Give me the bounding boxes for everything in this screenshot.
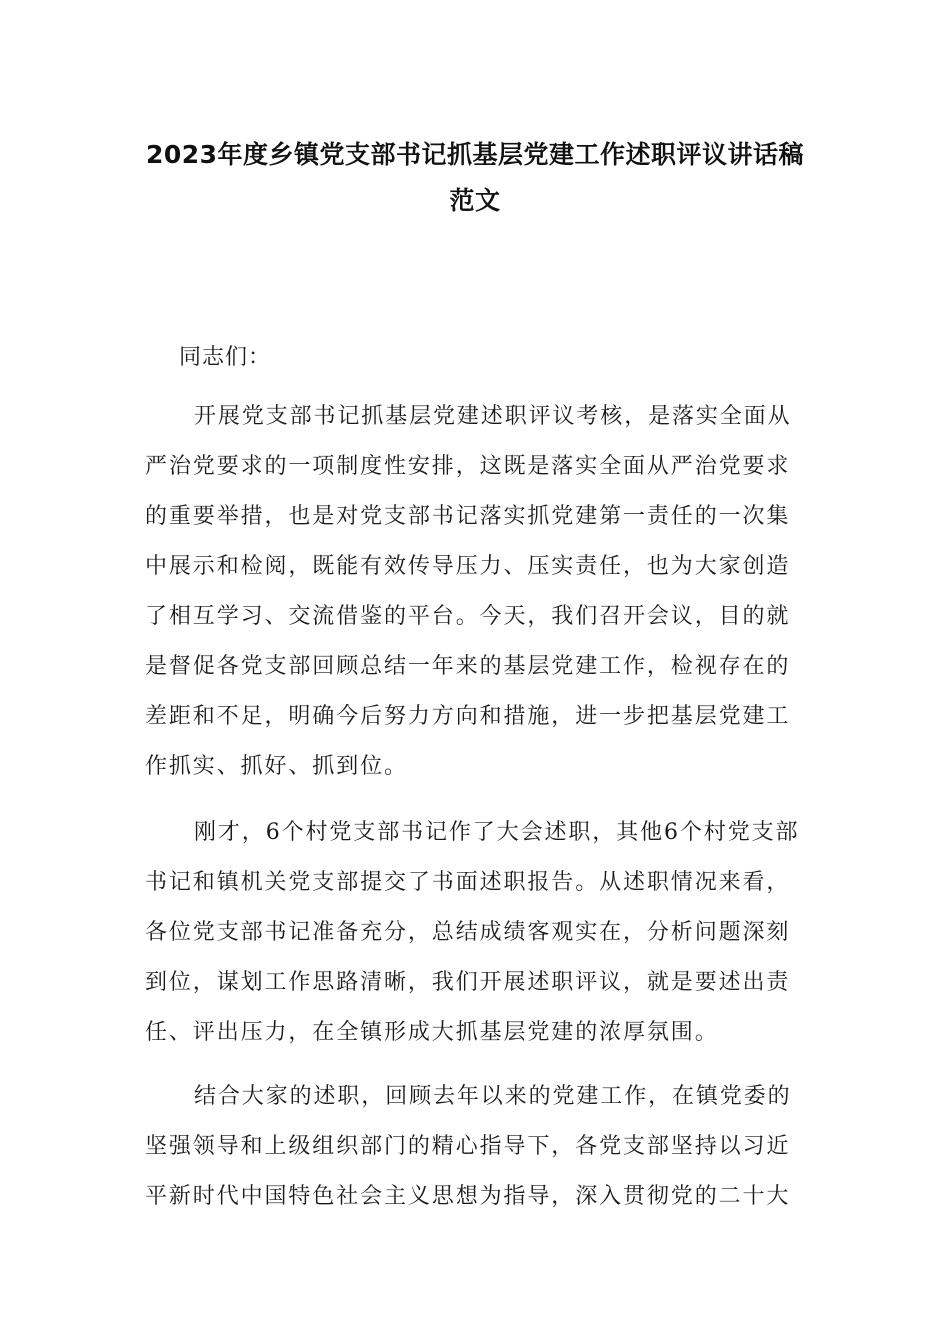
paragraph-line: 任、评出压力，在全镇形成大抓基层党建的浓厚氛围。: [145, 1020, 719, 1045]
paragraph-line: 刚才，6个村党支部书记作了大会述职，其他6个村党支部: [194, 820, 800, 845]
paragraph-line: 的重要举措，也是对党支部书记落实抓党建第一责任的一次集: [145, 504, 791, 529]
paragraph-line: 开展党支部书记抓基层党建述职评议考核，是落实全面从: [194, 404, 792, 429]
document-title-line-2: 范文: [449, 186, 501, 215]
paragraph-line: 书记和镇机关党支部提交了书面述职报告。从述职情况来看，: [145, 870, 791, 895]
paragraph-line: 了相互学习、交流借鉴的平台。今天，我们召开会议，目的就: [145, 604, 791, 629]
paragraph-2: [145, 808, 805, 1058]
document-title-line-1: 2023年度乡镇党支部书记抓基层党建工作述职评议讲话稿: [145, 140, 805, 169]
paragraph-line: 平新时代中国特色社会主义思想为指导，深入贯彻党的二十大: [145, 1184, 791, 1209]
salutation: 同志们：: [179, 345, 272, 370]
paragraph-line: 中展示和检阅，既能有效传导压力、压实责任，也为大家创造: [145, 554, 791, 579]
paragraph-line: 差距和不足，明确今后努力方向和措施，进一步把基层党建工: [145, 704, 791, 729]
paragraph-line: 到位，谋划工作思路清晰，我们开展述职评议，就是要述出责: [145, 970, 791, 995]
paragraph-line: 是督促各党支部回顾总结一年来的基层党建工作，检视存在的: [145, 654, 791, 679]
paragraph-line: 严治党要求的一项制度性安排，这既是落实全面从严治党要求: [145, 454, 791, 479]
paragraph-3: [145, 1072, 805, 1222]
paragraph-line: 结合大家的述职，回顾去年以来的党建工作，在镇党委的: [194, 1084, 792, 1109]
paragraph-line: 坚强领导和上级组织部门的精心指导下，各党支部坚持以习近: [145, 1134, 791, 1159]
paragraph-line: 作抓实、抓好、抓到位。: [145, 754, 408, 779]
paragraph-1: [145, 392, 805, 792]
paragraph-line: 各位党支部书记准备充分，总结成绩客观实在，分析问题深刻: [145, 920, 791, 945]
